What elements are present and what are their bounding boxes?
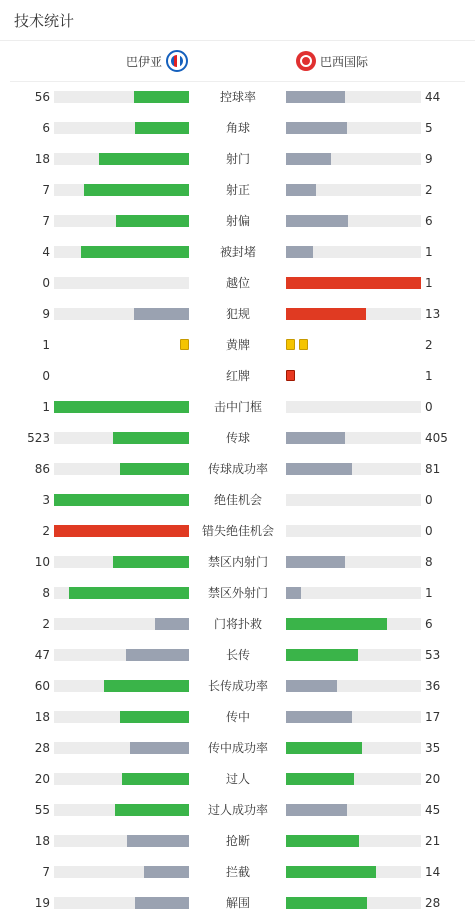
away-bar-fill	[286, 277, 421, 289]
home-bar-fill	[134, 91, 189, 103]
away-bar-track	[286, 835, 421, 847]
stat-label: 传中	[225, 710, 250, 724]
stat-row	[0, 764, 475, 795]
away-bar-fill	[286, 742, 362, 754]
home-value: 7	[42, 183, 50, 197]
home-bar-track	[54, 401, 189, 413]
stat-label: 门将扑救	[213, 617, 262, 631]
away-bar-track	[286, 525, 421, 537]
away-value: 20	[425, 772, 441, 786]
away-bar-fill	[286, 773, 354, 785]
stat-label: 角球	[225, 121, 250, 135]
stat-label: 解围	[225, 896, 250, 910]
away-bar-fill	[286, 122, 347, 134]
away-value: 1	[425, 245, 433, 259]
away-value: 81	[425, 462, 441, 476]
red-card-icon	[286, 370, 295, 381]
away-bar-track	[286, 711, 421, 723]
home-bar-track	[54, 556, 189, 568]
stats-list	[0, 82, 475, 919]
home-bar-fill	[120, 463, 189, 475]
away-value: 53	[425, 648, 441, 662]
home-bar-track	[54, 91, 189, 103]
home-bar-fill	[113, 556, 189, 568]
home-value: 2	[42, 524, 50, 538]
home-bar-fill	[122, 773, 190, 785]
stat-label: 禁区外射门	[207, 586, 268, 600]
home-bar-fill	[54, 401, 189, 413]
home-bar-track	[54, 277, 189, 289]
home-value: 9	[42, 307, 50, 321]
away-bar-track	[286, 773, 421, 785]
home-value: 7	[42, 865, 50, 879]
stat-row	[0, 237, 475, 268]
stat-label: 长传	[225, 648, 250, 662]
away-yellow-cards	[286, 339, 308, 351]
stat-label: 长传成功率	[207, 679, 268, 693]
away-value: 44	[425, 90, 441, 104]
home-value: 1	[42, 400, 50, 414]
home-bar-fill	[113, 432, 189, 444]
stat-row	[0, 547, 475, 578]
stat-row	[0, 268, 475, 299]
stat-label: 射偏	[225, 214, 250, 228]
away-bar-fill	[286, 246, 313, 258]
stat-label: 禁区内射门	[207, 555, 268, 569]
away-bar-fill	[286, 91, 345, 103]
stat-label: 抢断	[225, 834, 250, 848]
away-value: 45	[425, 803, 441, 817]
teams-header	[10, 41, 465, 82]
home-yellow-cards	[180, 339, 189, 351]
away-bar-fill	[286, 618, 387, 630]
home-bar-fill	[104, 680, 189, 692]
away-value: 405	[425, 431, 448, 445]
stat-row	[0, 82, 475, 113]
stat-row	[0, 113, 475, 144]
stat-label: 绝佳机会	[213, 493, 262, 507]
home-bar-fill	[54, 525, 189, 537]
away-value: 36	[425, 679, 441, 693]
away-bar-track	[286, 463, 421, 475]
home-value: 20	[34, 772, 50, 786]
home-bar-track	[54, 804, 189, 816]
stat-row	[0, 609, 475, 640]
away-team[interactable]	[292, 41, 368, 81]
away-value: 1	[425, 586, 433, 600]
away-bar-fill	[286, 897, 367, 909]
away-value: 0	[425, 493, 433, 507]
away-bar-track	[286, 897, 421, 909]
stat-label: 红牌	[225, 369, 250, 383]
stat-label: 被封堵	[219, 245, 256, 259]
stat-row	[0, 733, 475, 764]
home-value: 8	[42, 586, 50, 600]
away-bar-fill	[286, 711, 352, 723]
home-bar-track	[54, 897, 189, 909]
home-bar-fill	[54, 494, 189, 506]
away-bar-fill	[286, 184, 316, 196]
stat-row	[0, 671, 475, 702]
away-bar-fill	[286, 649, 358, 661]
home-bar-track	[54, 866, 189, 878]
away-bar-track	[286, 91, 421, 103]
internacional-crest-icon	[296, 51, 316, 71]
away-bar-fill	[286, 866, 376, 878]
away-bar-fill	[286, 556, 345, 568]
away-bar-track	[286, 215, 421, 227]
away-bar-track	[286, 401, 421, 413]
away-value: 0	[425, 524, 433, 538]
away-value: 2	[425, 338, 433, 352]
home-value: 47	[34, 648, 50, 662]
away-value: 14	[425, 865, 441, 879]
home-bar-fill	[69, 587, 189, 599]
stat-label: 拦截	[225, 865, 250, 879]
home-team[interactable]	[126, 41, 192, 81]
stat-row	[0, 485, 475, 516]
home-value: 4	[42, 245, 50, 259]
away-bar-track	[286, 649, 421, 661]
stat-row	[0, 826, 475, 857]
away-bar-track	[286, 587, 421, 599]
home-bar-fill	[135, 897, 189, 909]
home-value: 19	[34, 896, 50, 910]
home-value: 60	[34, 679, 50, 693]
stat-row	[0, 640, 475, 671]
away-value: 21	[425, 834, 441, 848]
home-value: 0	[42, 369, 50, 383]
home-team-name: 巴伊亚	[126, 54, 163, 69]
stat-label: 过人成功率	[207, 803, 268, 817]
away-value: 17	[425, 710, 441, 724]
home-bar-track	[54, 587, 189, 599]
stat-label: 越位	[225, 276, 250, 290]
stat-row	[0, 144, 475, 175]
home-bar-fill	[144, 866, 189, 878]
stat-label: 过人	[225, 772, 250, 786]
away-bar-track	[286, 122, 421, 134]
away-value: 1	[425, 276, 433, 290]
away-value: 9	[425, 152, 433, 166]
away-bar-fill	[286, 835, 359, 847]
home-value: 86	[34, 462, 50, 476]
home-bar-track	[54, 835, 189, 847]
stat-row	[0, 888, 475, 919]
away-bar-fill	[286, 804, 347, 816]
yellow-card-icon	[286, 339, 295, 350]
home-bar-track	[54, 649, 189, 661]
away-value: 6	[425, 617, 433, 631]
stat-label: 射门	[225, 152, 250, 166]
stat-label: 黄牌	[225, 338, 250, 352]
away-bar-track	[286, 804, 421, 816]
stat-row	[0, 857, 475, 888]
away-bar-track	[286, 277, 421, 289]
stat-label: 射正	[225, 183, 250, 197]
home-bar-track	[54, 432, 189, 444]
home-value: 523	[27, 431, 50, 445]
home-bar-track	[54, 773, 189, 785]
home-value: 28	[34, 741, 50, 755]
stat-row	[0, 175, 475, 206]
home-bar-track	[54, 184, 189, 196]
stat-row	[0, 578, 475, 609]
home-bar-fill	[81, 246, 189, 258]
home-bar-fill	[130, 742, 189, 754]
away-bar-fill	[286, 215, 348, 227]
home-bar-fill	[120, 711, 189, 723]
home-bar-fill	[126, 649, 189, 661]
page-title: 技术统计	[14, 11, 75, 30]
home-value: 18	[34, 834, 50, 848]
stat-row	[0, 516, 475, 547]
home-bar-track	[54, 215, 189, 227]
home-value: 3	[42, 493, 50, 507]
stat-label: 控球率	[219, 90, 256, 104]
home-value: 6	[42, 121, 50, 135]
home-value: 0	[42, 276, 50, 290]
stat-label: 犯规	[225, 307, 250, 321]
away-bar-track	[286, 494, 421, 506]
home-bar-fill	[155, 618, 189, 630]
stat-row	[0, 392, 475, 423]
home-bar-fill	[99, 153, 189, 165]
home-value: 1	[42, 338, 50, 352]
away-bar-track	[286, 308, 421, 320]
home-bar-fill	[135, 122, 189, 134]
away-bar-fill	[286, 308, 366, 320]
stat-row	[0, 795, 475, 826]
away-bar-fill	[286, 432, 345, 444]
home-value: 2	[42, 617, 50, 631]
home-value: 18	[34, 710, 50, 724]
home-bar-track	[54, 525, 189, 537]
away-bar-track	[286, 866, 421, 878]
away-bar-track	[286, 153, 421, 165]
yellow-card-icon	[180, 339, 189, 350]
bahia-crest-icon	[166, 50, 188, 72]
away-value: 6	[425, 214, 433, 228]
away-value: 0	[425, 400, 433, 414]
home-bar-track	[54, 308, 189, 320]
away-bar-track	[286, 246, 421, 258]
stat-row	[0, 330, 475, 361]
stats-header	[0, 0, 475, 41]
away-value: 35	[425, 741, 441, 755]
away-bar-track	[286, 432, 421, 444]
yellow-card-icon	[299, 339, 308, 350]
home-bar-fill	[84, 184, 189, 196]
home-bar-fill	[115, 804, 189, 816]
away-value: 13	[425, 307, 441, 321]
stat-row	[0, 206, 475, 237]
home-bar-track	[54, 742, 189, 754]
home-bar-track	[54, 463, 189, 475]
away-bar-fill	[286, 680, 337, 692]
home-bar-fill	[127, 835, 189, 847]
home-bar-track	[54, 153, 189, 165]
away-value: 1	[425, 369, 433, 383]
home-value: 18	[34, 152, 50, 166]
away-bar-track	[286, 618, 421, 630]
home-bar-fill	[134, 308, 189, 320]
stat-label: 击中门框	[213, 400, 262, 414]
stat-row	[0, 454, 475, 485]
away-bar-fill	[286, 587, 301, 599]
stat-label: 传中成功率	[207, 741, 268, 755]
stat-label: 错失绝佳机会	[201, 524, 274, 538]
away-value: 5	[425, 121, 433, 135]
away-value: 2	[425, 183, 433, 197]
home-bar-track	[54, 711, 189, 723]
home-value: 10	[34, 555, 50, 569]
stat-row	[0, 361, 475, 392]
home-bar-track	[54, 680, 189, 692]
away-bar-track	[286, 742, 421, 754]
away-bar-track	[286, 184, 421, 196]
away-value: 28	[425, 896, 441, 910]
stat-row	[0, 299, 475, 330]
home-value: 55	[34, 803, 50, 817]
home-value: 56	[34, 90, 50, 104]
home-bar-track	[54, 494, 189, 506]
away-red-cards	[286, 370, 295, 382]
home-bar-fill	[116, 215, 189, 227]
stat-row	[0, 423, 475, 454]
home-value: 7	[42, 214, 50, 228]
away-value: 8	[425, 555, 433, 569]
stat-label: 传球成功率	[207, 462, 268, 476]
away-bar-track	[286, 556, 421, 568]
home-bar-track	[54, 618, 189, 630]
away-bar-track	[286, 680, 421, 692]
stat-label: 传球	[225, 431, 250, 445]
stat-row	[0, 702, 475, 733]
away-bar-fill	[286, 153, 331, 165]
away-team-name: 巴西国际	[320, 54, 369, 69]
home-bar-track	[54, 122, 189, 134]
away-bar-fill	[286, 463, 352, 475]
home-bar-track	[54, 246, 189, 258]
